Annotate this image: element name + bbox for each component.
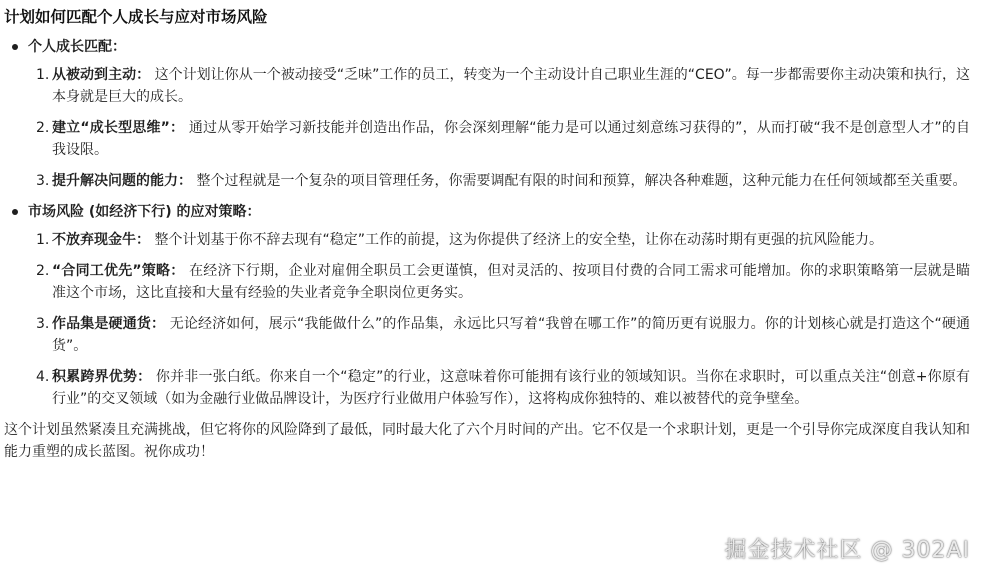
section-title: 个人成长匹配： <box>28 39 126 55</box>
item-title: 积累跨界优势： <box>52 369 152 385</box>
list-item <box>28 170 970 192</box>
section-market-risk <box>4 201 970 410</box>
list-item <box>28 313 970 357</box>
item-text: 你并非一张白纸。你来自一个“稳定”的行业，这意味着你可能拥有该行业的领域知识。当你在求职时，可以重点关注“创意+你原有行业”的交叉领域（如为金融行业做品牌设计，为医疗行业做用户体验写作），这将构成你独特的、难以被替代的竞争壁垒。 <box>52 369 971 407</box>
item-text: 无论经济如何，展示“我能做什么”的作品集，永远比只写着“我曾在哪工作”的简历更有说服力。你的计划核心就是打造这个“硬通货”。 <box>52 316 970 354</box>
item-text: 整个计划基于你不辞去现有“稳定”工作的前提，这为你提供了经济上的安全垫，让你在动荡时期有更强的抗风险能力。 <box>150 232 883 248</box>
section-personal-growth <box>4 36 970 192</box>
item-text: 这个计划让你从一个被动接受“乏味”工作的员工，转变为一个主动设计自己职业生涯的“CEO”。每一步都需要你主动决策和执行，这本身就是巨大的成长。 <box>52 67 970 105</box>
item-list <box>28 229 970 410</box>
item-title: “合同工优先”策略： <box>52 263 185 279</box>
item-text: 通过从零开始学习新技能并创造出作品，你会深刻理解“能力是可以通过刻意练习获得的”，从而打破“我不是创意型人才”的自我设限。 <box>52 120 970 158</box>
item-number: 1. <box>36 232 50 248</box>
item-number: 1. <box>36 67 50 83</box>
item-title: 作品集是硬通货： <box>52 316 166 332</box>
list-item <box>28 366 970 410</box>
item-number: 3. <box>36 173 50 189</box>
list-item <box>28 260 970 304</box>
list-item <box>28 229 970 251</box>
section-list <box>4 36 970 410</box>
item-title: 从被动到主动： <box>52 67 151 83</box>
item-title: 建立“成长型思维”： <box>52 120 185 136</box>
item-number: 3. <box>36 316 50 332</box>
item-number: 2. <box>36 120 50 136</box>
closing-paragraph: 这个计划虽然紧凑且充满挑战，但它将你的风险降到了最低，同时最大化了六个月时间的产出。它不仅是一个求职计划，更是一个引导你完成深度自我认知和能力重塑的成长蓝图。祝你成功！ <box>4 422 970 460</box>
item-title: 提升解决问题的能力： <box>52 173 192 189</box>
item-title: 不放弃现金牛： <box>52 232 150 248</box>
item-number: 2. <box>36 263 50 279</box>
item-number: 4. <box>36 369 50 385</box>
page-title: 计划如何匹配个人成长与应对市场风险 <box>4 8 268 26</box>
watermark: 掘金技术社区 @ 302AI <box>724 538 970 563</box>
list-item <box>28 117 970 161</box>
item-list <box>28 64 970 192</box>
item-text: 在经济下行期，企业对雇佣全职员工会更谨慎，但对灵活的、按项目付费的合同工需求可能增加。你的求职策略第一层就是瞄准这个市场，这比直接和大量有经验的失业者竞争全职岗位更务实。 <box>52 263 971 301</box>
list-item <box>28 64 970 108</box>
section-title: 市场风险 (如经济下行) 的应对策略： <box>28 204 261 220</box>
item-text: 整个过程就是一个复杂的项目管理任务，你需要调配有限的时间和预算，解决各种难题，这种元能力在任何领域都至关重要。 <box>192 173 967 189</box>
